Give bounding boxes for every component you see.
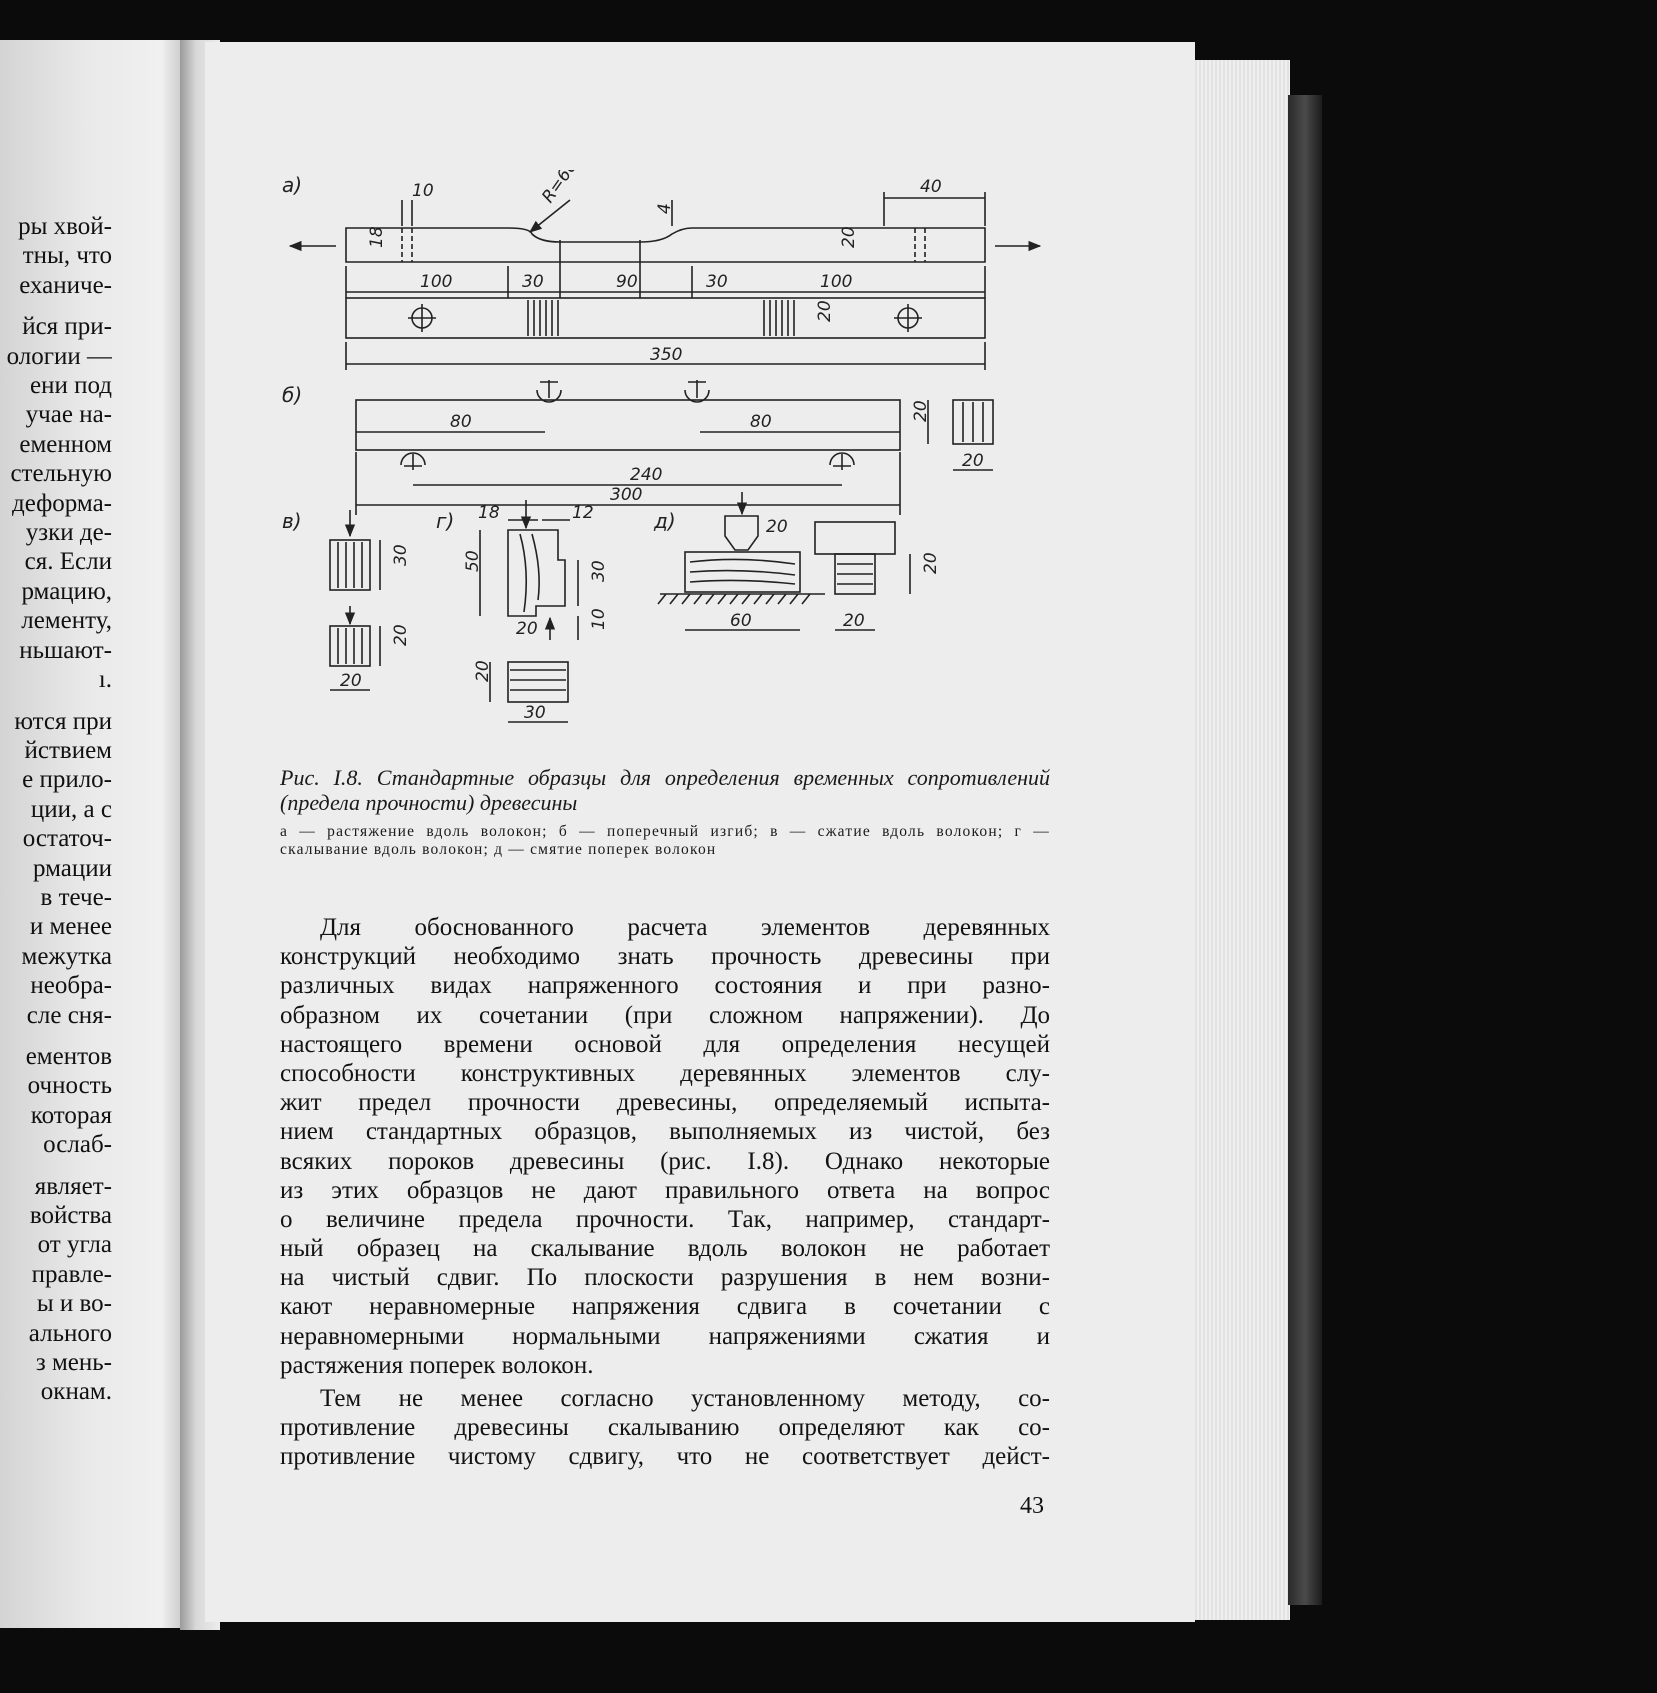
- left-page-line: ы и во-: [36, 1290, 112, 1318]
- left-page-line: которая: [30, 1101, 112, 1129]
- dim-label: R=60: [538, 170, 582, 207]
- dim-label: 20: [911, 400, 931, 422]
- body-text-line: настоящего времени основой для определения несущей: [280, 1030, 1050, 1058]
- dim-label: 100: [820, 272, 853, 292]
- body-text-line: способности конструктивных деревянных элементов слу-: [280, 1059, 1050, 1087]
- dim-label: 30: [589, 560, 609, 582]
- body-text-line: противление чистому сдвигу, что не соответствует дейст-: [280, 1443, 1050, 1471]
- page-edges: [1190, 60, 1290, 1620]
- body-text-line: различных видах напряженного состояния и при разно-: [280, 972, 1050, 1000]
- body-text-line: неравномерными нормальными напряжениями сжатия и: [280, 1322, 1050, 1350]
- left-page-line: узки де-: [25, 519, 112, 547]
- panel-label-a: а): [282, 173, 303, 197]
- left-page-line: йся при-: [22, 313, 112, 341]
- left-page-line: еменном: [19, 430, 112, 458]
- dim-label: 80: [750, 412, 772, 432]
- panel-label-b: б): [282, 383, 303, 407]
- dim-label: 350: [650, 345, 683, 365]
- left-page-line: ени под: [30, 372, 112, 400]
- body-text-line: всяких пороков древесины (рис. I.8). Однако некоторые: [280, 1147, 1050, 1175]
- panel-label-v: в): [282, 509, 302, 533]
- dim-label: 20: [921, 552, 941, 574]
- figure-caption-legend: а — растяжение вдоль волокон; б — поперечный изгиб; в — сжатие вдоль волокон; г — скалывание вдоль волокон; д — смятие поперек волокон: [280, 823, 1050, 858]
- body-text-line: растяжения поперек волокон.: [280, 1351, 594, 1379]
- dim-label: 10: [589, 608, 609, 630]
- dim-label: 18: [367, 226, 387, 248]
- left-page-line: ются при: [14, 707, 112, 735]
- dim-label: 20: [516, 619, 538, 639]
- body-text-line: конструкций необходимо знать прочность древесины при: [280, 943, 1050, 971]
- dim-label: 20: [843, 611, 865, 631]
- left-page-line: ементов: [25, 1042, 112, 1070]
- left-page-line: ального: [28, 1319, 112, 1347]
- left-page-line: в тече-: [40, 883, 112, 911]
- left-page-line: сле сня-: [26, 1001, 112, 1029]
- body-text-line: Тем не менее согласно установленному методу, со-: [320, 1385, 1050, 1412]
- figure-caption-title: Рис. I.8. Стандартные образцы для определения временных сопротивлений (предела прочности) древесины: [280, 765, 1050, 815]
- left-page-line: еханиче-: [19, 271, 112, 299]
- body-text-line: Для обоснованного расчета элементов деревянных: [320, 914, 1050, 941]
- dim-label: 60: [730, 611, 752, 631]
- dim-label: 20: [839, 226, 859, 248]
- body-text-line: противление древесины скалыванию определяют как со-: [280, 1414, 1050, 1442]
- left-page-line: ры хвой-: [18, 213, 112, 240]
- dim-label: 240: [630, 465, 663, 485]
- left-page-line: ı.: [98, 666, 112, 694]
- left-page-line: остаточ-: [22, 825, 112, 853]
- dim-label: 80: [450, 412, 472, 432]
- left-page-line: учае на-: [25, 401, 112, 429]
- panel-label-g: г): [436, 509, 455, 533]
- left-page-line: стельную: [10, 460, 112, 488]
- body-text-line: о величине предела прочности. Так, например, стандарт-: [280, 1205, 1050, 1233]
- left-page-line: ции, а с: [30, 795, 112, 823]
- figure-specimens: [280, 170, 1050, 760]
- left-page-line: ньшают-: [19, 636, 112, 664]
- dim-label: 30: [391, 544, 411, 566]
- dim-label: 40: [920, 177, 942, 197]
- dim-label: 12: [572, 503, 594, 523]
- left-page-line: ся. Если: [24, 548, 112, 576]
- dim-label: 300: [610, 485, 643, 505]
- left-page-line: йствием: [24, 736, 112, 764]
- dim-label: 4: [655, 203, 675, 214]
- left-page-line: ослаб-: [43, 1131, 112, 1159]
- body-text-line: нием стандартных образцов, выполняемых из чистой, без: [280, 1118, 1050, 1146]
- dim-label: 30: [706, 272, 728, 292]
- body-text-line: образном их сочетании (при сложном напряжении). До: [280, 1001, 1050, 1029]
- specimen-drawings: [280, 170, 1050, 760]
- dim-label: 20: [340, 671, 362, 691]
- body-text-line: на чистый сдвиг. По плоскости разрушения в нем возни-: [280, 1264, 1050, 1292]
- left-page-line: рмацию,: [21, 577, 112, 605]
- body-text: [280, 913, 1050, 1472]
- left-page-line: межутка: [21, 942, 112, 970]
- left-page-line: очность: [27, 1072, 112, 1100]
- dim-label: 50: [463, 550, 483, 572]
- left-page-line: ологии —: [6, 342, 112, 370]
- left-page-line: необра-: [30, 972, 112, 1000]
- dim-label: 20: [766, 517, 788, 537]
- dim-label: 30: [524, 703, 546, 723]
- left-page-line: войства: [29, 1202, 112, 1229]
- dim-label: 20: [473, 660, 493, 682]
- left-page-line: е прило-: [22, 766, 112, 794]
- panel-label-d: д): [654, 509, 676, 533]
- left-page-line: правле-: [31, 1260, 112, 1288]
- body-text-line: ный образец на скалывание вдоль волокон не работает: [280, 1235, 1050, 1263]
- left-page-line: рмации: [32, 854, 112, 882]
- body-text-line: кают неравномерные напряжения сдвига в сочетании с: [280, 1293, 1050, 1321]
- left-page-line: являет-: [34, 1172, 112, 1200]
- book-cover-edge: [1288, 95, 1322, 1605]
- page-number: 43: [1020, 1493, 1044, 1519]
- left-page-line: лементу,: [21, 607, 112, 635]
- dim-label: 90: [616, 272, 638, 292]
- left-page-line: окнам.: [40, 1378, 112, 1406]
- left-page-line: от угла: [37, 1231, 112, 1259]
- dim-label: 20: [962, 451, 984, 471]
- left-page-line: з мень-: [35, 1349, 112, 1377]
- dim-label: 20: [815, 300, 835, 322]
- left-page-line: деформа-: [11, 489, 112, 517]
- dim-label: 10: [412, 181, 434, 201]
- left-page-line: и менее: [29, 913, 112, 941]
- left-page-text-column: [0, 212, 112, 1407]
- left-page-line: тны, что: [22, 242, 112, 270]
- dim-label: 30: [522, 272, 544, 292]
- dim-label: 18: [478, 503, 500, 523]
- dim-label: 20: [391, 624, 411, 646]
- body-text-line: жит предел прочности древесины, определяемый испыта-: [280, 1089, 1050, 1117]
- dim-label: 100: [420, 272, 453, 292]
- body-text-line: из этих образцов не дают правильного ответа на вопрос: [280, 1176, 1050, 1204]
